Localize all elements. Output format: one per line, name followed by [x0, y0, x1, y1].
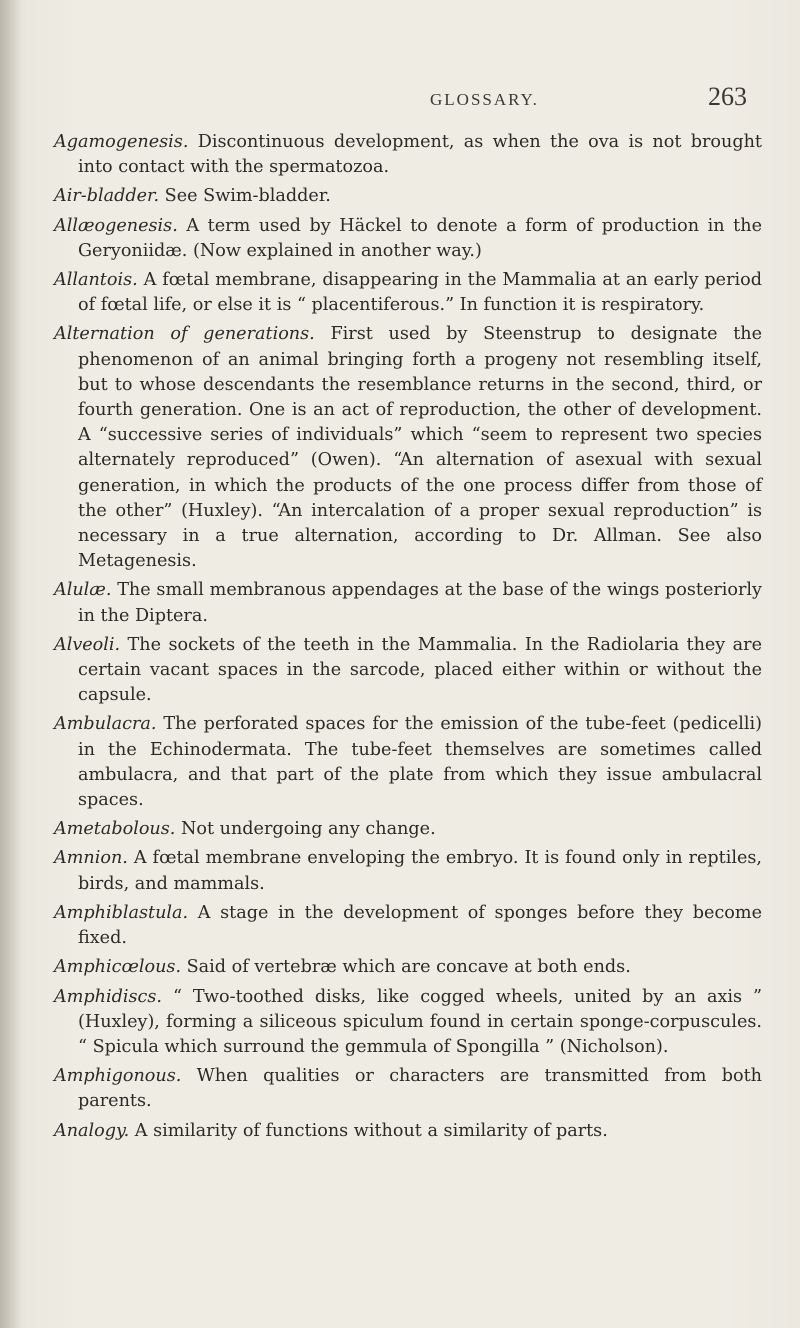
entry-term: Alveoli. [54, 634, 121, 655]
glossary-entry [54, 1064, 762, 1114]
entry-term: Allantois. [54, 270, 138, 291]
entry-definition: A fœtal membrane enveloping the embryo. It is found only in reptiles, birds, and mammals. [78, 848, 762, 894]
entry-term: Ambulacra. [54, 714, 157, 735]
entry-term: Amnion. [54, 848, 128, 869]
glossary-entry [54, 184, 762, 209]
glossary-entry [54, 322, 762, 574]
glossary-entry [54, 985, 762, 1061]
entry-term: Amphidiscs. [54, 986, 163, 1007]
glossary-entry [54, 633, 762, 709]
entry-definition: When qualities or characters are transmitted from both parents. [78, 1066, 762, 1112]
glossary-entry [54, 901, 762, 951]
entry-definition: Said of vertebræ which are concave at both ends. [181, 957, 631, 978]
entry-definition: A stage in the development of sponges before they become fixed. [78, 902, 762, 949]
entry-definition: First used by Steenstrup to designate the phenomenon of an animal bringing forth a progeny not resembling itself, but to whose descendants the resemblance returns in the second, third, or fourth generation. One is an act of reproduction, the other of development. A “successive series of individuals” which “seem to represent two species alternately reproduced” (Owen). “An alternation of asexual with sexual generation, in which the products of the one process differ from those of the other” (Huxley). “An intercalation of a proper sexual reproduction” is necessary in a true alternation, according to Dr. Allman. See also Metagenesis. [78, 324, 763, 572]
entry-definition: See Swim-bladder. [159, 186, 331, 207]
entry-definition: Not undergoing any change. [175, 819, 436, 840]
glossary-entry [54, 955, 762, 980]
entry-term: Amphiblastula. [54, 902, 189, 923]
glossary-entry [54, 846, 762, 896]
entry-term: Analogy. [54, 1120, 130, 1141]
binding-gutter-shadow [0, 0, 22, 1328]
entry-definition: A term used by Häckel to denote a form of production in the Geryoniidæ. (Now explained in another way.) [78, 215, 762, 261]
entry-definition: A similarity of functions without a similarity of parts. [129, 1120, 608, 1141]
glossary-entry [54, 1119, 762, 1144]
entry-definition: The small membranous appendages at the base of the wings posteriorly in the Diptera. [78, 580, 762, 626]
glossary-entry [54, 214, 762, 264]
glossary-entry [54, 578, 762, 628]
entry-definition: “ Two-toothed disks, like cogged wheels, united by an axis ” (Huxley), forming a siliceous spiculum found in certain sponge-corpuscules. “ Spicula which surround the gemmula of Spongilla ” (Nicholson). [78, 986, 762, 1057]
entry-term: Alternation of generations. [54, 324, 315, 345]
glossary-entry [54, 817, 762, 842]
glossary-entry [54, 268, 762, 318]
glossary-entry [54, 712, 762, 813]
entry-term: Amphicœlous. [54, 957, 182, 978]
entry-definition: A fœtal membrane, disappearing in the Mammalia at an early period of fœtal life, or else it is “ placentiferous.” In function it is respiratory. [78, 270, 762, 316]
page-number: 263 [708, 82, 747, 111]
entry-term: Allæogenesis. [54, 215, 178, 236]
entry-definition: Discontinuous development, as when the ova is not brought into contact with the spermatozoa. [78, 132, 762, 178]
entry-definition: The sockets of the teeth in the Mammalia. In the Radiolaria they are certain vacant spaces in the sarcode, placed either within or without the capsule. [78, 634, 762, 706]
glossary-entry [54, 130, 762, 180]
entry-definition: The perforated spaces for the emission of the tube-feet (pedicelli) in the Echinodermata. The tube-feet themselves are sometimes called ambulacra, and that part of the plate from which they issue ambulacral spaces. [78, 714, 762, 811]
glossary-list [54, 130, 762, 1148]
running-title: GLOSSARY. [430, 90, 539, 109]
entry-term: Ametabolous. [54, 819, 176, 840]
entry-term: Alulæ. [54, 580, 112, 601]
running-head [0, 82, 800, 112]
entry-term: Amphigonous. [54, 1066, 182, 1087]
entry-term: Air-bladder. [54, 186, 160, 207]
entry-term: Agamogenesis. [54, 132, 189, 152]
